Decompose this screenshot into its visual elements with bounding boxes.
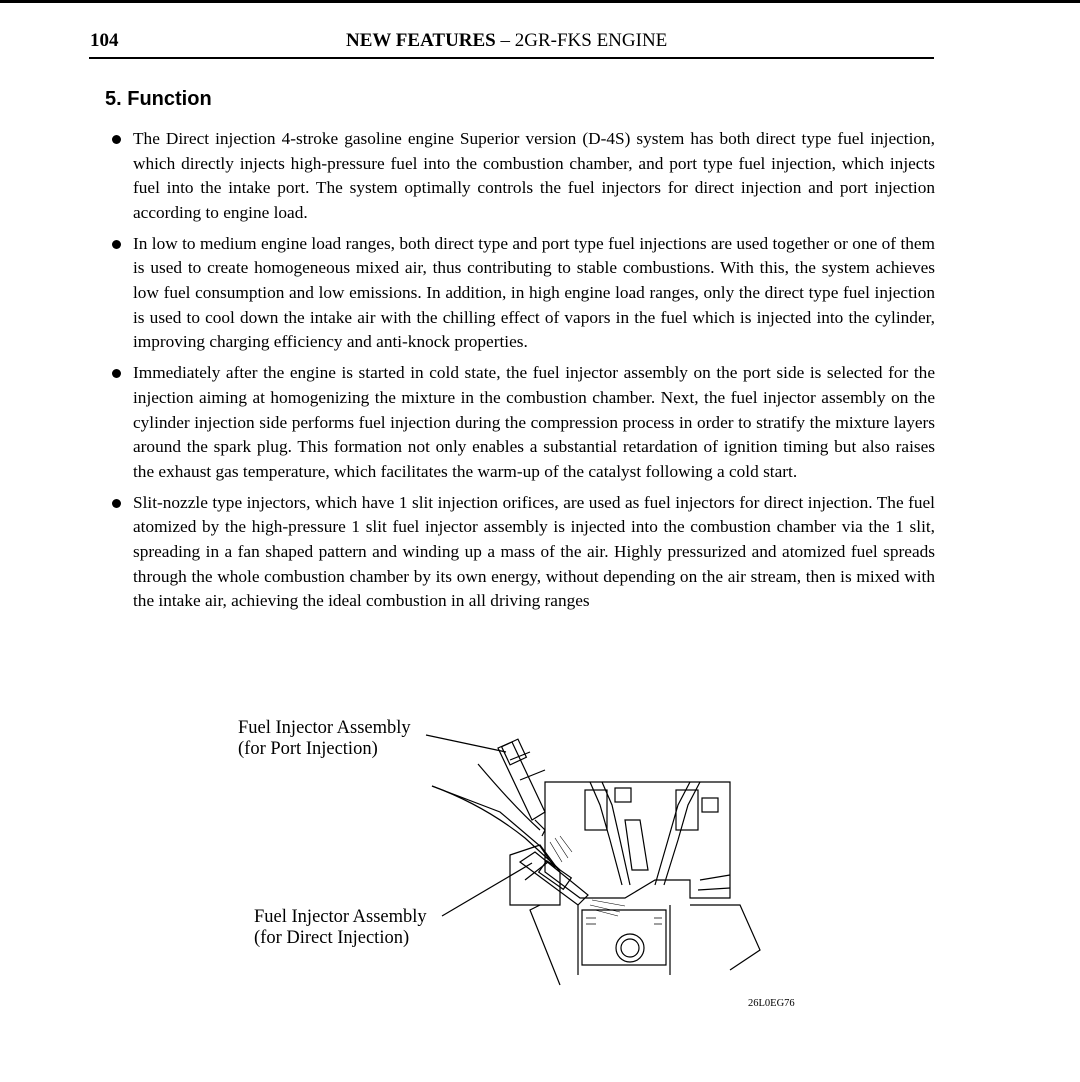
figure-id: 26L0EG76 bbox=[748, 998, 795, 1009]
function-bullet-list bbox=[105, 127, 935, 620]
port-fuel-injector bbox=[498, 739, 545, 836]
head-inner-left bbox=[510, 845, 560, 905]
bullet-icon bbox=[112, 135, 121, 144]
bullet-icon bbox=[112, 369, 121, 378]
piston-outline bbox=[582, 910, 666, 965]
piston-pin bbox=[616, 934, 644, 962]
direct-injector-label-line1: Fuel Injector Assembly bbox=[254, 907, 427, 927]
bullet-item bbox=[105, 491, 935, 614]
running-header bbox=[346, 30, 667, 52]
bullet-text: The Direct injection 4-stroke gasoline engine Superior version (D-4S) system has both direct type fuel injection, which directly injects high-pressure fuel into the combustion chamber, and port type fuel injection, which injects fuel into the intake port. The system optimally controls the fuel injectors for direct injection and port injection according to engine load. bbox=[133, 129, 935, 222]
intake-valve bbox=[590, 782, 630, 885]
bullet-icon bbox=[112, 240, 121, 249]
block-left-flank bbox=[530, 905, 560, 985]
cylinder-bore bbox=[578, 905, 670, 975]
port-injector-leader-line bbox=[426, 735, 506, 752]
bullet-item bbox=[105, 127, 935, 225]
port-injector-label bbox=[238, 718, 411, 760]
intake-wall bbox=[432, 786, 555, 868]
header-title-rest: – 2GR-FKS ENGINE bbox=[495, 30, 668, 51]
header-title-bold: NEW FEATURES bbox=[346, 30, 496, 51]
bullet-text: In low to medium engine load ranges, both direct type and port type fuel injections are used together or one of them is used to create homogeneous mixed air, thus contributing to stable combustions. With this, the system achieves low fuel consumption and low emissions. In addition, in high engine load ranges, only the direct type fuel injection is used to cool down the intake air with the chilling effect of vapors in the fuel which is injected into the cylinder, improving charging efficiency and anti-knock properties. bbox=[133, 233, 935, 352]
port-injector-label-line2: (for Port Injection) bbox=[238, 739, 378, 759]
block-right-flank bbox=[690, 905, 760, 970]
fuel-spray-pattern bbox=[550, 836, 625, 916]
bullet-item bbox=[105, 361, 935, 484]
page-number: 104 bbox=[90, 30, 119, 51]
direct-injector-label bbox=[254, 907, 427, 949]
cam-sensor-right bbox=[702, 798, 718, 812]
bullet-icon bbox=[112, 499, 121, 508]
section-title: 5. Function bbox=[105, 88, 212, 110]
direct-injector-leader-line bbox=[442, 863, 532, 916]
spark-plug-well bbox=[625, 820, 648, 870]
intake-port-outline bbox=[432, 764, 560, 870]
piston-rings bbox=[586, 918, 662, 924]
exhaust-valve bbox=[655, 782, 700, 885]
top-border-line bbox=[0, 0, 1080, 3]
port-injector-label-line1: Fuel Injector Assembly bbox=[238, 718, 411, 738]
bullet-text: Immediately after the engine is started in cold state, the fuel injector assembly on the port side is selected for the injection aiming at homogenizing the mixture in the combustion chamber. Next, the fuel injector assembly on the cylinder injection side performs fuel injection during the compression process in order to stratify the mixture layers around the spark plug. This formation not only enables a substantial retardation of ignition timing but also raises the exhaust gas temperature, which facilitates the warm-up of the catalyst following a cold start. bbox=[133, 363, 935, 481]
cam-sensor-left bbox=[615, 788, 631, 802]
header-rule bbox=[89, 57, 934, 59]
bullet-item bbox=[105, 232, 935, 355]
direct-injector-label-line2: (for Direct Injection) bbox=[254, 928, 410, 948]
exhaust-port bbox=[698, 875, 730, 890]
valve-spring-right bbox=[676, 790, 698, 830]
bullet-text: Slit-nozzle type injectors, which have 1 slit injection orifices, are used as fuel injectors for direct injection. The fuel atomized by the high-pressure 1 slit fuel injector assembly is injected into the combustion chamber via the 1 slit, spreading in a fan shaped pattern and winding up a mass of the air. Highly pressurized and atomized fuel spreads through the whole combustion chamber by its own energy, without depending on the air stream, then is mixed with the intake air, achieving the ideal combustion in all driving ranges bbox=[133, 492, 935, 611]
valve-spring-left bbox=[585, 790, 607, 830]
direct-fuel-injector bbox=[520, 852, 588, 905]
cylinder-head-outline bbox=[545, 782, 730, 898]
